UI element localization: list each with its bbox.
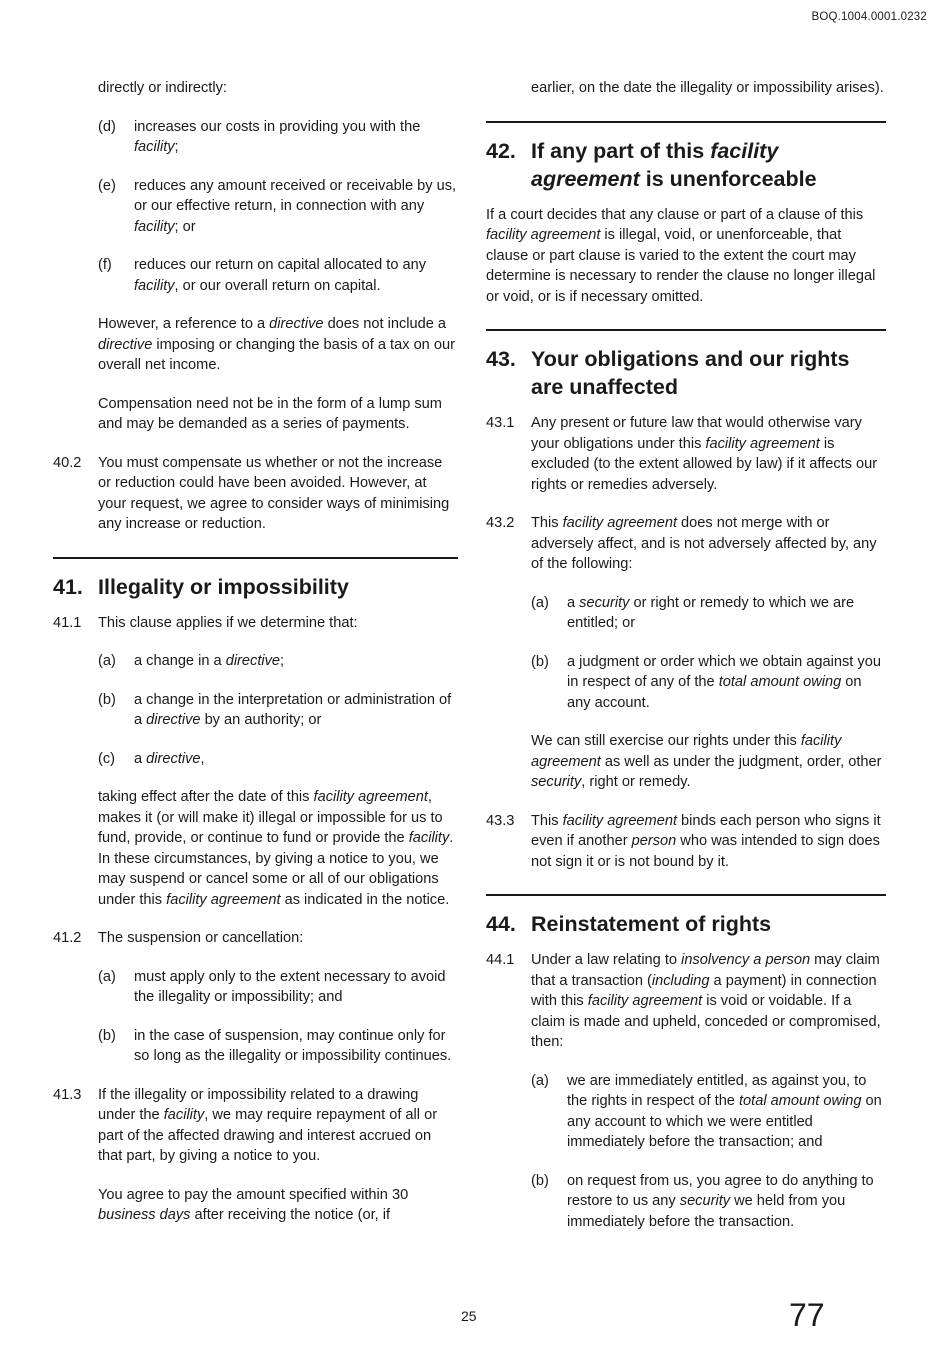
clause-text (531, 513, 886, 575)
list-item-label: (f) (98, 257, 112, 273)
defined-term: business days (98, 1207, 191, 1223)
list-item (531, 1171, 886, 1233)
section-number: 43. (486, 347, 516, 371)
text-run: as well as under the judgment, order, other (600, 753, 882, 770)
text-run: taking effect after the date of this (98, 789, 314, 805)
clause-41-3 (53, 1085, 458, 1167)
section-divider (486, 329, 886, 331)
defined-term: facility agreement (531, 138, 779, 191)
list-item (531, 652, 886, 714)
defined-term: facility agreement (562, 812, 677, 829)
text-run: a (567, 594, 580, 611)
text-run: If a court decides that any clause or part of a clause of this (486, 206, 864, 223)
section-divider (486, 894, 886, 896)
exercise-rights-paragraph (531, 731, 886, 793)
list-item-text (134, 255, 458, 296)
clause-number: 43.3 (486, 812, 515, 829)
defined-term: insolvency a person (681, 952, 811, 968)
list-item-label: (a) (98, 968, 116, 985)
clause-41-2 (53, 928, 458, 949)
section-44-heading (486, 910, 886, 938)
list-item (98, 749, 458, 770)
list-item-label: (c) (98, 750, 116, 767)
right-column (486, 78, 886, 1250)
list-item-text (134, 651, 458, 672)
document-id: BOQ.1004.0001.0232 (811, 11, 927, 23)
text-run: is illegal, void, or unenforceable, that clause or part clause is varied to the extent the court may determine is necessary to render the clause no longer illegal or void, or is if necessary omitted. (486, 227, 876, 305)
clause-text: The suspension or cancellation: (98, 930, 304, 946)
list-item-label: (b) (531, 653, 549, 670)
clause-40-2 (53, 453, 458, 535)
list-item-text (134, 749, 458, 770)
text-run: You agree to pay the amount specified within 30 (98, 1186, 409, 1203)
defined-term: facility (408, 830, 450, 846)
directive-paragraph (98, 314, 458, 376)
clause-number: 41.2 (53, 930, 82, 946)
section-41-heading (53, 573, 458, 601)
list-item (531, 593, 886, 634)
text-run: a change in the interpretation or administration of a (134, 691, 452, 728)
text-run: ; (280, 653, 285, 669)
text-run: by an authority; or (200, 712, 322, 728)
clause-text (531, 811, 886, 873)
text-run: in the case of suspension, may continue only for so long as the illegality or impossibility continues. (134, 1027, 452, 1064)
clause-43-1 (486, 413, 886, 495)
text-run: increases our costs in providing you with the (134, 118, 421, 135)
defined-term: security (679, 1193, 731, 1209)
continuation-text: earlier, on the date the illegality or impossibility arises). (531, 80, 884, 96)
defined-term: person (631, 833, 677, 849)
defined-term: directive (146, 712, 201, 728)
text-run: imposing or changing the basis of a tax on our overall net income. (98, 336, 455, 373)
list-item (98, 117, 458, 158)
list-item (531, 1071, 886, 1153)
page-number: 25 (461, 1308, 477, 1324)
text-run: after receiving the notice (or, if (190, 1207, 391, 1223)
text-run: Under a law relating to (531, 952, 682, 968)
clause-43-2 (486, 513, 886, 575)
text-run: binds each person who signs it even if another (531, 812, 881, 849)
defined-term: facility agreement (705, 435, 820, 452)
section-number: 41. (53, 574, 83, 599)
text-run: ; (174, 139, 179, 155)
text-run: a change in a (134, 653, 226, 669)
section-number: 44. (486, 912, 516, 936)
text-run: on any account to which we were entitled immediately before the transaction; and (567, 1093, 882, 1150)
list-item (98, 176, 458, 238)
text-run: We can still exercise our rights under this (531, 733, 801, 749)
clause-number: 44.1 (486, 952, 515, 968)
list-item-text (134, 1026, 458, 1067)
text-run: , or our overall return on capital. (174, 277, 381, 294)
defined-term: facility agreement (531, 733, 842, 770)
taking-effect-paragraph (98, 787, 458, 910)
list-item (98, 967, 458, 1008)
clause-text (531, 950, 886, 1053)
list-item-text (134, 176, 458, 238)
defined-term: directive (225, 653, 281, 669)
agree-pay-paragraph (98, 1185, 458, 1226)
defined-term: facility (163, 1107, 205, 1123)
list-item-text (134, 117, 458, 158)
defined-term: total amount owing (738, 1093, 862, 1109)
list-item-label: (a) (531, 1072, 549, 1089)
defined-term: directive (146, 750, 201, 767)
defined-term: including (651, 972, 710, 989)
list-item-text (567, 593, 886, 634)
section-title: Reinstatement of rights (531, 912, 772, 936)
text-run: a judgment or order which we obtain against you in respect of any of the (567, 653, 881, 690)
clause-41-1 (53, 613, 458, 634)
clause-text: This clause applies if we determine that: (98, 614, 358, 631)
list-item-label: (e) (98, 177, 116, 194)
section-number: 42. (486, 138, 516, 163)
section-title (531, 137, 886, 193)
left-column (53, 78, 458, 1244)
text-run: ; or (174, 218, 196, 235)
defined-term: facility agreement (562, 515, 677, 531)
defined-term: facility agreement (587, 993, 703, 1009)
clause-text (531, 413, 886, 495)
text-run: we are immediately entitled, as against you, to the rights in respect of the (567, 1072, 867, 1109)
list-item-label: (b) (98, 691, 116, 708)
defined-term: total amount owing (718, 674, 842, 690)
text-run: is excluded (to the extent allowed by law) if it affects our rights or remedies adversely. (531, 435, 878, 493)
text-run: on request from us, you agree to do anything to restore to us any (567, 1172, 874, 1209)
text-run: does not include a (323, 316, 447, 332)
text-run: is void or voidable. If a claim is made and upheld, conceded or compromised, then: (531, 993, 881, 1050)
list-item-text (567, 1171, 886, 1233)
defined-term: facility (134, 277, 175, 294)
text-run: If the illegality or impossibility related to a drawing under the (98, 1086, 419, 1123)
text-run: , we may require repayment of all or part of the affected drawing and interest accrued on that part, by giving a notice to you. (98, 1107, 438, 1164)
section-title: Your obligations and our rights are unaffected (531, 347, 850, 399)
text-run: . In these circumstances, by giving a notice to you, we may suspend or cancel some or all of our obligations under this (98, 830, 454, 908)
clause-43-3 (486, 811, 886, 873)
defined-term: directive (269, 316, 324, 332)
clause-text (98, 1085, 458, 1167)
defined-term: facility agreement (486, 227, 601, 243)
text-run: If any part of this (531, 138, 711, 163)
document-page-number: 77 (789, 1297, 825, 1333)
defined-term: facility agreement (313, 789, 428, 805)
text-run: may claim that a transaction ( (531, 952, 880, 989)
text-run: is unenforceable (639, 166, 817, 191)
clause-text: You must compensate us whether or not the increase or reduction could have been avoided. However, at your request, we agree to consider ways of minimising any increase or reduction. (98, 454, 450, 532)
clause-number: 40.2 (53, 454, 82, 471)
text-run: as indicated in the notice. (280, 891, 450, 908)
text-run: This (531, 515, 563, 531)
list-item-label: (a) (531, 594, 549, 611)
list-41-1 (53, 651, 458, 769)
list-item-text (567, 652, 886, 714)
text-run: who was intended to sign does not sign it or is not bound by it. (531, 833, 880, 870)
section-title: Illegality or impossibility (98, 574, 349, 599)
compensation-paragraph: Compensation need not be in the form of a lump sum and may be demanded as a series of payments. (98, 395, 442, 432)
text-run: However, a reference to a (98, 316, 270, 332)
defined-term: security (579, 594, 630, 611)
list-41-2 (53, 967, 458, 1067)
text-run: must apply only to the extent necessary to avoid the illegality or impossibility; and (134, 968, 446, 1005)
list-item-text (567, 1071, 886, 1153)
clause-number: 43.2 (486, 515, 515, 531)
defined-term: directive (98, 336, 153, 353)
list-item (98, 1026, 458, 1067)
text-run: does not merge with or adversely affect, and is not adversely affected by, any of the following: (531, 515, 877, 572)
clause-number: 43.1 (486, 415, 515, 431)
text-run: reduces our return on capital allocated to any (134, 257, 427, 273)
defined-term: facility agreement (166, 891, 281, 908)
list-item (98, 255, 458, 296)
text-run: we held from you immediately before the transaction. (567, 1193, 846, 1230)
text-run: This (531, 812, 563, 829)
list-item-label: (d) (98, 118, 116, 135)
list-item-text (134, 690, 458, 731)
intro-text: directly or indirectly: (98, 80, 227, 96)
section-42-heading (486, 137, 886, 193)
text-run: or right or remedy to which we are entitled; or (567, 594, 855, 631)
text-run: , (200, 750, 205, 767)
defined-term: facility (134, 218, 175, 235)
section-divider (53, 557, 458, 559)
text-run: reduces any amount received or receivable by us, or our effective return, in connection with any (134, 177, 457, 214)
text-run: , right or remedy. (581, 774, 691, 790)
clause-44-1 (486, 950, 886, 1053)
defined-term: security (531, 774, 582, 790)
list-40-1 (53, 117, 458, 297)
section-42-paragraph (486, 205, 886, 308)
clause-number: 41.3 (53, 1086, 82, 1103)
text-run: , makes it (or will make it) illegal or impossible for us to fund, provide, or continue to fund or provide the (98, 789, 443, 846)
section-43-heading (486, 345, 886, 401)
text-run: a payment) in connection with this (531, 972, 877, 1009)
defined-term: facility (134, 139, 175, 155)
list-44-1 (486, 1071, 886, 1233)
list-item-text (134, 967, 458, 1008)
text-run: on any account. (567, 674, 862, 711)
list-item (98, 651, 458, 672)
section-divider (486, 121, 886, 123)
text-run: Any present or future law that would otherwise vary your obligations under this (531, 415, 862, 452)
list-item-label: (b) (531, 1172, 549, 1189)
text-run: a (134, 750, 147, 767)
list-item-label: (a) (98, 653, 116, 669)
list-43-2 (486, 593, 886, 714)
list-item-label: (b) (98, 1027, 116, 1044)
list-item (98, 690, 458, 731)
clause-number: 41.1 (53, 614, 82, 631)
